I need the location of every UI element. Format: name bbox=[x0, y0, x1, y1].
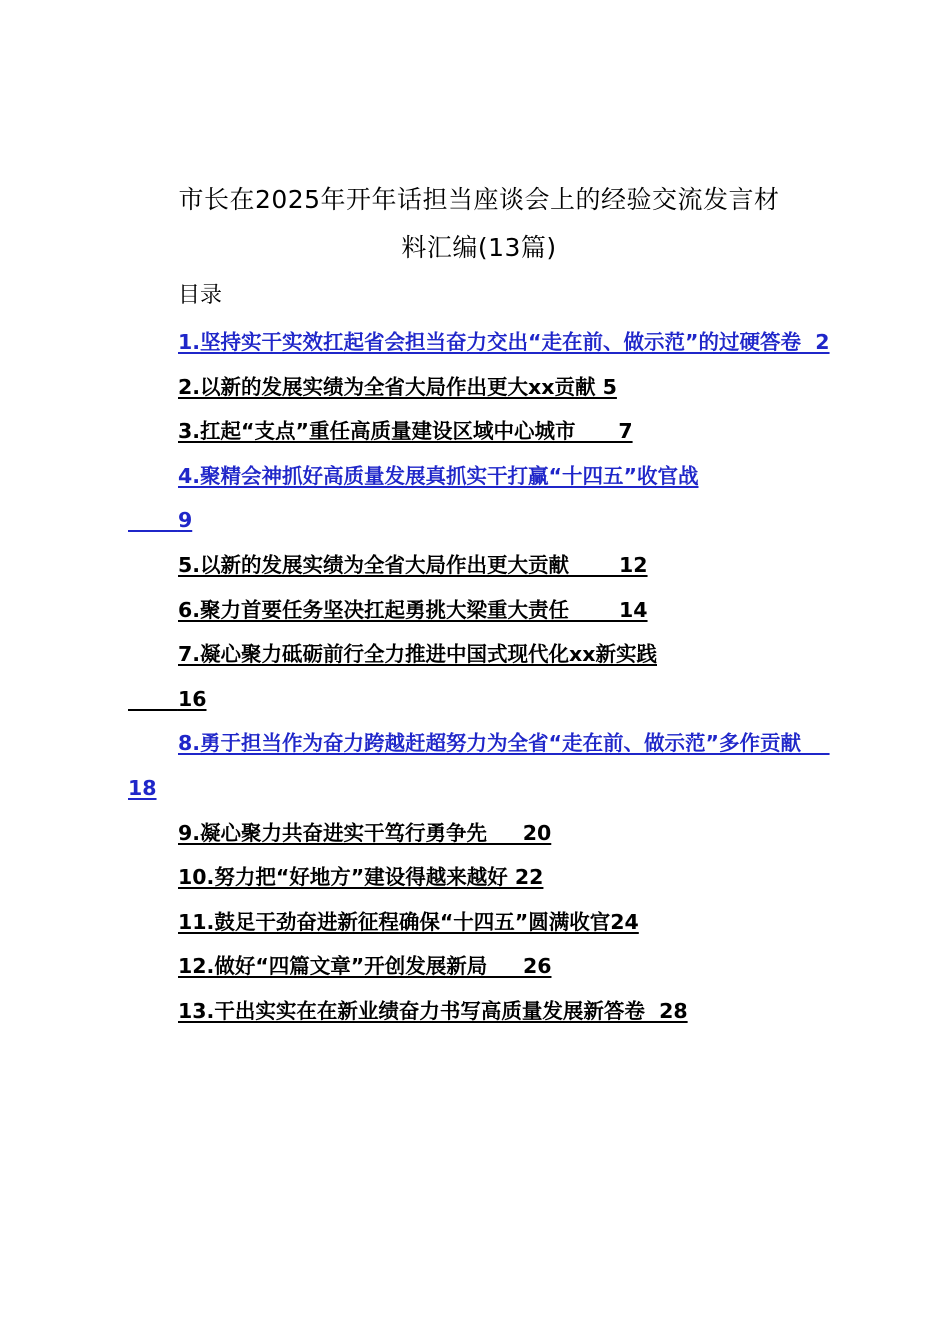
toc-entry-6[interactable]: 6.聚力首要任务坚决扛起勇挑大梁重大责任 14 bbox=[178, 597, 648, 622]
toc-entry-13[interactable]: 13.干出实实在在新业绩奋力书写高质量发展新答卷 28 bbox=[178, 998, 688, 1023]
toc-entry-2[interactable]: 2.以新的发展实绩为全省大局作出更大xx贡献 5 bbox=[178, 374, 617, 399]
toc-entry-8[interactable]: 8.勇于担当作为奋力跨越赶超努力为全省“走在前、做示范”多作贡献 18 bbox=[128, 731, 830, 800]
toc-entry-3[interactable]: 3.扛起“支点”重任高质量建设区域中心城市 7 bbox=[178, 419, 633, 444]
toc-entry-9[interactable]: 9.凝心聚力共奋进实干笃行勇争先 20 bbox=[178, 820, 552, 845]
toc-entry-5[interactable]: 5.以新的发展实绩为全省大局作出更大贡献 12 bbox=[178, 552, 648, 577]
toc-entry-12[interactable]: 12.做好“四篇文章”开创发展新局 26 bbox=[178, 954, 552, 979]
table-of-contents bbox=[128, 320, 838, 1034]
toc-entry-11[interactable]: 11.鼓足干劲奋进新征程确保“十四五”圆满收官24 bbox=[178, 909, 639, 934]
toc-entry-1[interactable]: 1.坚持实干实效扛起省会担当奋力交出“走在前、做示范”的过硬答卷 2 bbox=[178, 330, 830, 354]
toc-entry-7[interactable]: 7.凝心聚力砥砺前行全力推进中国式现代化xx新实践 16 bbox=[177, 642, 657, 711]
document-title bbox=[128, 176, 830, 272]
title-line-1: 市长在2025年开年话担当座谈会上的经验交流发言材 bbox=[178, 185, 780, 214]
toc-entry-10[interactable]: 10.努力把“好地方”建设得越来越好 22 bbox=[178, 865, 544, 890]
toc-entry-4[interactable]: 4.聚精会神抓好高质量发展真抓实干打赢“十四五”收官战 9 bbox=[177, 463, 699, 533]
title-line-2: 料汇编(13篇) bbox=[401, 233, 557, 262]
toc-heading: 目录 bbox=[178, 283, 223, 308]
